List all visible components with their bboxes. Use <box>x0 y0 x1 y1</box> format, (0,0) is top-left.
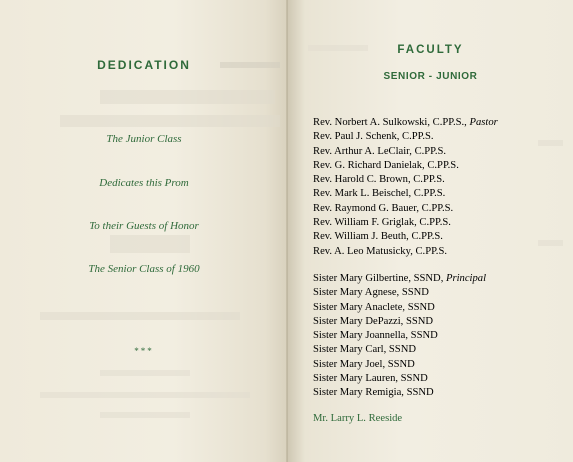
faculty-heading: FACULTY <box>397 44 464 56</box>
sister-member: Sister Mary Carl, SSND <box>313 344 416 356</box>
dedication-line-3: To their Guests of Honor <box>89 220 199 232</box>
sister-member: Sister Mary Remigia, SSND <box>313 387 434 399</box>
clergy-member: Rev. Arthur A. LeClair, C.PP.S. <box>313 145 447 157</box>
dedication-line-4: The Senior Class of 1960 <box>88 263 200 275</box>
role-label: Pastor <box>469 117 498 128</box>
sister-member: Sister Mary Joannella, SSND <box>313 330 438 342</box>
dedication-line-1: The Junior Class <box>106 133 182 145</box>
clergy-member: Rev. Mark L. Beischel, C.PP.S. <box>313 188 446 200</box>
clergy-list <box>313 116 498 259</box>
sisters-list <box>313 272 486 401</box>
clergy-member: Rev. G. Richard Danielak, C.PP.S. <box>313 159 459 171</box>
clergy-member: Rev. William F. Griglak, C.PP.S. <box>313 217 451 229</box>
clergy-member: Rev. Harold C. Brown, C.PP.S. <box>313 174 445 186</box>
dedication-line-2: Dedicates this Prom <box>99 177 189 189</box>
lay-teacher: Mr. Larry L. Reeside <box>313 413 403 424</box>
sister-member: Sister Mary Gilbertine, SSND, Principal <box>313 273 487 284</box>
role-label: Principal <box>446 273 487 284</box>
sister-member: Sister Mary Anaclete, SSND <box>313 301 435 313</box>
clergy-member: Rev. Raymond G. Bauer, C.PP.S. <box>313 202 454 214</box>
ornament-dots: *** <box>134 346 154 356</box>
clergy-member: Rev. William J. Beuth, C.PP.S. <box>313 231 443 243</box>
clergy-member: Rev. Norbert A. Sulkowski, C.PP.S., Pastor <box>313 117 498 128</box>
dedication-heading: DEDICATION <box>97 58 191 72</box>
faculty-subheading: SENIOR - JUNIOR <box>383 71 478 82</box>
sister-member: Sister Mary DePazzi, SSND <box>313 315 434 327</box>
clergy-member: Rev. A. Leo Matusicky, C.PP.S. <box>313 245 447 257</box>
clergy-member: Rev. Paul J. Schenk, C.PP.S. <box>313 131 434 143</box>
sister-member: Sister Mary Joel, SSND <box>313 358 415 370</box>
sister-member: Sister Mary Lauren, SSND <box>313 373 428 385</box>
sister-member: Sister Mary Agnese, SSND <box>313 287 429 299</box>
